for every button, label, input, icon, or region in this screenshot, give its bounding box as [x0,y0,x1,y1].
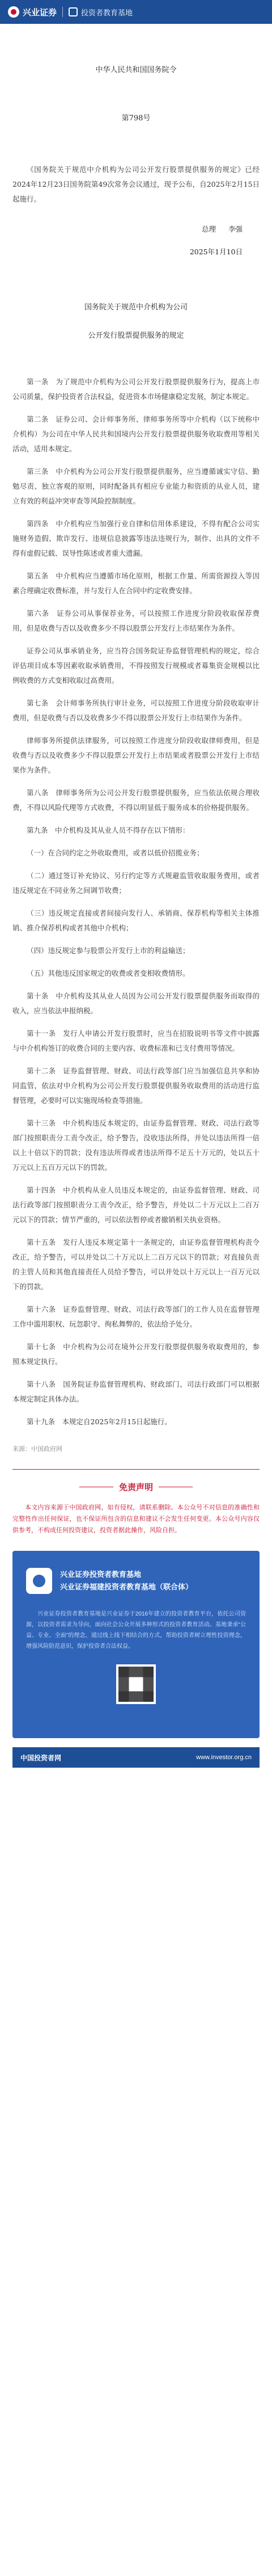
decree-heading: 中华人民共和国国务院令 [95,66,177,74]
clause-paragraph: 第六条 证券公司从事保荐业务，可以按照工作进度分阶段收取保荐费用，但是收费与否以及收费多少不得以股票公开发行上市结果作为条件。 [12,609,260,632]
decree-date: 2025年1月10日 [189,247,243,256]
clause-paragraph: 第十五条 发行人违反本规定第十一条规定的，由证券监督管理机构责令改正，给予警告，可以并处以二十万元以上二百万元以下的罚款；对直接负责的主管人员和其他直接责任人员给予警告，可以并处以十万元以上一百万元以下的罚款。 [12,1238,260,1291]
clause-paragraph: （三）违反规定直接或者间接向发行人、承销商、保荐机构等相关主体推销、推介保荐机构或者其他中介机构； [12,909,260,932]
clause-paragraph: 第九条 中介机构及其从业人员不得存在以下情形： [27,826,190,834]
brand[interactable] [8,6,57,18]
clause-paragraph: 第四条 中介机构应当加强行业自律和信用体系建设，不得有配合公司实施财务造假、欺诈发行、违规信息披露等违法违规行为，制作、出具的文件不得有虚假记载、误导性陈述或者重大遗漏。 [12,519,260,557]
clause-list [12,375,260,1429]
clause-paragraph: 第八条 律师事务所为公司公开发行股票提供服务，应当依法依规合理收费，不得以风险代理等方式收费，不得以明显低于服务成本的价格提供服务。 [12,788,260,812]
clause-paragraph: 第五条 中介机构应当遵循市场化原则，根据工作量、所需资源投入等因素合理确定收费标准，并与发行人在合同中约定收费安排。 [12,572,260,595]
signer-name: 李强 [228,225,243,233]
clause-paragraph: 第十一条 发行人申请公开发行股票时，应当在招股说明书等文件中披露与中介机构签订的收费合同的主要内容、收费标准和已支付费用等情况。 [12,1029,260,1052]
clause-paragraph: 第十二条 证券监督管理、财政、司法行政等部门应当加强信息共享和协同监管，依法对中介机构为公司公开发行股票提供服务收取费用的活动进行监督管理，必要时可以实施现场检查等措施。 [12,1067,260,1105]
clause-paragraph: 第十七条 中介机构为公司在境外公开发行股票提供服务收取费用的，参照本规定执行。 [12,1342,260,1366]
promo-name-line-1: 兴业证券投资者教育基地 [60,1570,142,1579]
channel[interactable] [69,7,133,18]
top-header [0,0,272,24]
article [0,64,272,1453]
clause-paragraph: 律师事务所提供法律服务，可以按照工作进度分阶段收取律师费用，但是收费与否以及收费多少不得以股票公开发行上市结果或者股票公开发行上市结果作为条件。 [12,736,260,774]
footer-banner[interactable] [12,1747,260,1768]
qr-code-icon[interactable] [116,1664,156,1704]
source: 来源：中国政府网 [12,1445,62,1453]
clause-paragraph: （五）其他违反国家规定的收费或者变相收费情形。 [27,969,190,977]
header-divider [62,7,63,17]
regulation-title-line-1: 国务院关于规范中介机构为公司 [84,303,188,312]
clause-paragraph: 第十三条 中介机构违反本规定的，由证券监督管理、财政、司法行政等部门按照职责分工责令改正，给予警告，没收违法所得，并处以违法所得一倍以上十倍以下的罚款；没有违法所得或者违法所得不足五十万元的，处以五十万元以上五百万元以下的罚款。 [12,1119,260,1172]
clause-paragraph: 第十九条 本规定自2025年2月15日起施行。 [27,1417,172,1426]
decree-number: 第798号 [121,114,151,123]
clause-paragraph: 第十六条 证券监督管理、财政、司法行政等部门的工作人员在监督管理工作中滥用职权、玩忽职守、徇私舞弊的，依法给予处分。 [12,1305,260,1328]
brand-logo-icon [8,6,19,18]
disclaimer-title-text: 免责声明 [118,1483,153,1492]
clause-paragraph: 第二条 证券公司、会计师事务所、律师事务所等中介机构（以下统称中介机构）为公司在中华人民共和国境内公开发行股票提供服务收取费用等相关活动，适用本规定。 [12,415,260,453]
education-base-logo-icon [26,1568,52,1594]
education-base-icon [69,7,78,16]
clause-paragraph: 第一条 为了规范中介机构为公司公开发行股票提供服务行为，提高上市公司质量，保护投资者合法权益，促进资本市场健康稳定发展，制定本规定。 [12,377,260,401]
signature [12,224,260,234]
signer-title: 总理 [201,225,216,233]
clause-paragraph: 证券公司从事承销业务，应当符合国务院证券监督管理机构的规定，综合评估项目成本等因素收取承销费用，不得按照发行规模或者募集资金规模以比例收费的方式变相收取过高费用。 [12,647,260,685]
regulation-title [12,300,260,344]
disclaimer-body: 本文内容来源于中国政府网，如有侵权，请联系删除。本公众号不对信息的准确性和完整性作出任何保证，也不保证所包含的信息和建议不会发生任何变更。本公众号内容仅供参考，不构成任何投资建议，投资者据此操作，风险自担。 [12,1504,260,1534]
decree-preamble: 《国务院关于规范中介机构为公司公开发行股票提供服务的规定》已经2024年12月23日国务院第49次常务会议通过，现予公布，自2025年2月15日起施行。 [12,165,260,203]
promo-header [26,1568,246,1594]
clause-paragraph: （四）违反规定参与股票公开发行上市的利益输送； [27,946,190,955]
clause-paragraph: 第三条 中介机构为公司公开发行股票提供服务，应当遵循诚实守信、勤勉尽责、独立客观的原则，同时配备具有相应专业能力和资质的从业人员，建立有效的利益冲突审查等风险控制制度。 [12,467,260,505]
promo-name-line-2: 兴业证券福建投资者教育基地（联合体） [60,1583,193,1591]
clause-paragraph: （一）在合同约定之外收取费用，或者以低价招揽业务； [27,849,204,857]
promo-card [12,1551,260,1738]
clause-paragraph: 第十四条 中介机构从业人员违反本规定的，由证券监督管理、财政、司法行政等部门按照职责分工责令改正，给予警告，并处以二十万元以上二百万元以下的罚款；情节严重的，可以依法暂停或者撤销相关执业资格。 [12,1186,260,1224]
footer-url: www.investor.org.cn [196,1754,252,1761]
regulation-title-line-2: 公开发行股票提供服务的规定 [88,332,184,340]
promo-description: 兴业证券投资者教育基地是兴业证券于2016年建立的投资者教育平台，依托公司资源，以投资者需求为导向，面向社会公众开展多种形式的投资者教育活动。基地秉承“公益、专业、全面”的理念，通过线上线下相结合的方式，帮助投资者树立理性投资理念，增强风险防范意识，保护投资者合法权益。 [26,1611,246,1650]
brand-name: 兴业证券 [23,7,57,18]
clause-paragraph: 第十条 中介机构及其从业人员因为公司公开发行股票提供服务而取得的收入，应当依法申报纳税。 [12,992,260,1015]
disclaimer-title [12,1481,260,1493]
clause-paragraph: 第七条 会计师事务所执行审计业务，可以按照工作进度分阶段收取审计费用，但是收费与否以及收费多少不得以股票公开发行上市结果作为条件。 [12,699,260,722]
footer-brand: 中国投资者网 [20,1753,62,1762]
disclaimer [12,1469,260,1536]
clause-paragraph: （二）通过签订补充协议、另行约定等方式规避监管收取服务费用，或者违反规定在不同业务之间调节收费； [12,871,260,895]
channel-name: 投资者教育基地 [81,8,133,17]
clause-paragraph: 第十八条 国务院证券监督管理机构、财政部门、司法行政部门可以根据本规定制定具体办法。 [12,1380,260,1403]
